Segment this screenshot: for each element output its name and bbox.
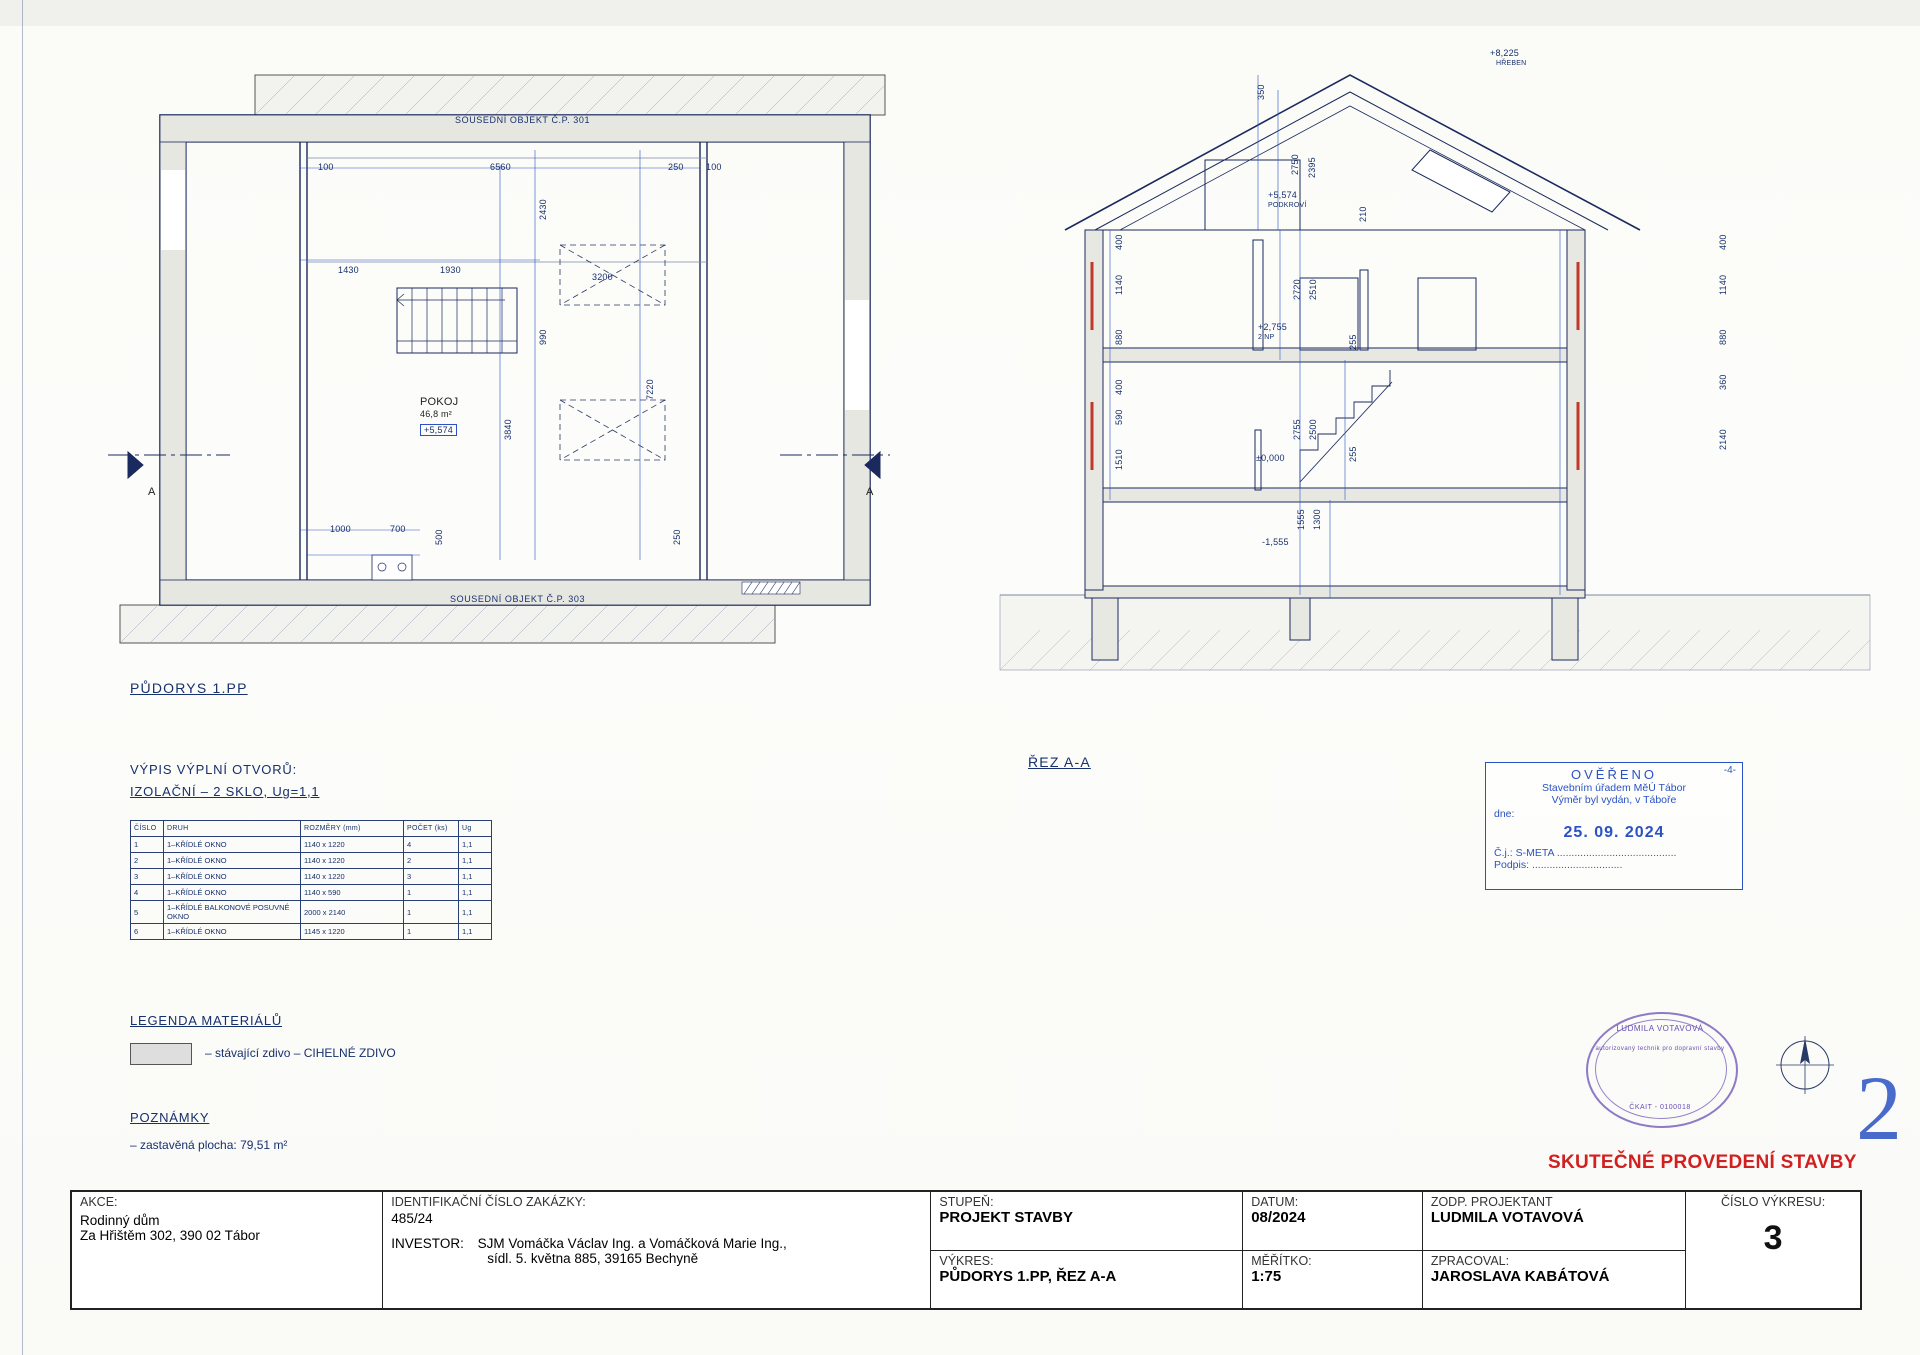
tb-meritko-label: MĚŘÍTKO:: [1251, 1253, 1312, 1268]
cell: 1–KŘÍDLÉ BALKONOVÉ POSUVNÉ OKNO: [164, 901, 301, 924]
tb-vykres-label: VÝKRES:: [939, 1253, 994, 1268]
tb-ident-label: IDENTIFIKAČNÍ ČÍSLO ZAKÁZKY:: [391, 1195, 586, 1209]
cell: 1: [404, 924, 459, 940]
legend-item-label: – stávající zdivo – CIHELNÉ ZDIVO: [205, 1046, 396, 1060]
seal-name: LUDMILA VOTAVOVÁ: [1616, 1024, 1704, 1033]
plan-dim: 250: [672, 529, 682, 545]
notes-line: – zastavěná plocha: 79,51 m²: [130, 1138, 288, 1152]
neighbour-bottom-label: SOUSEDNÍ OBJEKT Č.P. 303: [450, 594, 586, 604]
tb-meritko-value: 1:75: [1251, 1267, 1282, 1285]
table-row: [131, 837, 492, 853]
plan-dim: 700: [390, 524, 406, 534]
notes-title: POZNÁMKY: [130, 1110, 210, 1125]
stamp-ref: Č.j.: S-META .........................................: [1494, 847, 1677, 859]
tb-stupen-cell: [931, 1191, 1243, 1250]
tb-cislo-value: 3: [1763, 1219, 1783, 1257]
tb-investor-l2: sídl. 5. května 885, 39165 Bechyně: [487, 1251, 699, 1266]
section-dim: 350: [1256, 84, 1266, 100]
section-dim: 2140: [1718, 429, 1728, 450]
cell: 1,1: [459, 901, 492, 924]
col-header: POČET (ks): [404, 821, 459, 837]
stamp-date-label: dne:: [1494, 808, 1515, 820]
section-dim: 2750: [1290, 154, 1300, 175]
north-compass-icon: [1770, 1030, 1840, 1100]
section-dim: 1300: [1312, 509, 1322, 530]
cell: 1,1: [459, 869, 492, 885]
tb-akce-line2: Za Hřištěm 302, 390 02 Tábor: [80, 1228, 260, 1243]
table-row: [131, 869, 492, 885]
tb-akce-line1: Rodinný dům: [80, 1213, 160, 1228]
tb-investor-l1: SJM Vomáčka Václav Ing. a Vomáčková Marie Ing.,: [477, 1236, 787, 1251]
level-value: +5,574: [1268, 190, 1297, 200]
table-row: [131, 853, 492, 869]
room-name: POKOJ: [420, 396, 459, 408]
section-dim: 255: [1348, 334, 1358, 350]
tb-datum-label: DATUM:: [1251, 1195, 1299, 1209]
stamp-ref-label: Č.j.:: [1494, 847, 1513, 859]
tb-zodp-label: ZODP. PROJEKTANT: [1430, 1195, 1553, 1209]
table-row: [131, 924, 492, 940]
seal-line2: ČKAIT - 0100018: [1629, 1104, 1691, 1111]
tb-zodp-cell: [1422, 1191, 1685, 1250]
tb-zprac-cell: [1422, 1250, 1685, 1309]
seal-line1: autorizovaný technik pro dopravní stavby: [1595, 1046, 1725, 1052]
col-header: DRUH: [164, 821, 301, 837]
tb-akce-cell: [71, 1191, 383, 1309]
cell: 1140 x 1220: [301, 853, 404, 869]
cell: 1–KŘÍDLÉ OKNO: [164, 837, 301, 853]
section-dim: 2720: [1292, 279, 1302, 300]
section-dim: 880: [1114, 329, 1124, 345]
cell: 1–KŘÍDLÉ OKNO: [164, 853, 301, 869]
cell: 4: [131, 885, 164, 901]
cell: 1,1: [459, 853, 492, 869]
tb-ident-value: 485/24: [391, 1211, 433, 1226]
plan-dim: 1430: [338, 265, 359, 275]
level-label: PODKROVÍ: [1268, 202, 1307, 209]
cell: 3: [404, 869, 459, 885]
legend-title: LEGENDA MATERIÁLŮ: [130, 1013, 283, 1028]
table-row: [131, 901, 492, 924]
cell: 1140 x 1220: [301, 837, 404, 853]
section-dim: 400: [1114, 379, 1124, 395]
tb-vykres-cell: [931, 1250, 1243, 1309]
section-dim: 2510: [1308, 279, 1318, 300]
level-value: ±0,000: [1256, 453, 1285, 463]
tb-datum-cell: [1243, 1191, 1423, 1250]
cell: 2: [131, 853, 164, 869]
cell: 1–KŘÍDLÉ OKNO: [164, 869, 301, 885]
stamp-ref-value: S-META: [1515, 847, 1554, 859]
tb-vykres-value: PŮDORYS 1.PP, ŘEZ A-A: [939, 1267, 1117, 1285]
level-value: -1,555: [1262, 537, 1289, 547]
cell: 1: [131, 837, 164, 853]
title-block: [70, 1190, 1862, 1310]
section-dim: 360: [1718, 374, 1728, 390]
section-dim: 1140: [1114, 274, 1124, 295]
tb-zprac-value: JAROSLAVA KABÁTOVÁ: [1430, 1267, 1610, 1285]
section-dim: 1140: [1718, 274, 1728, 295]
stamp-sign-label: Podpis:: [1494, 859, 1530, 871]
stamp-line2: Výměr byl vydán, v Táboře: [1551, 794, 1677, 806]
neighbour-top-label: SOUSEDNÍ OBJEKT Č.P. 301: [455, 115, 591, 125]
cell: 1,1: [459, 885, 492, 901]
table-header-row: [131, 821, 492, 837]
col-header: ROZMĚRY (mm): [301, 821, 404, 837]
cell: 1,1: [459, 837, 492, 853]
room-level: +5,574: [420, 424, 457, 436]
table-row: [131, 885, 492, 901]
cell: 6: [131, 924, 164, 940]
col-header: ČÍSLO: [131, 821, 164, 837]
cell: 1140 x 1220: [301, 869, 404, 885]
col-header: Ug: [459, 821, 492, 837]
plan-dim: 3200: [592, 272, 613, 282]
legend-swatch: [130, 1043, 192, 1065]
tb-zprac-label: ZPRACOVAL:: [1430, 1253, 1510, 1268]
stamp-line1: Stavebním úřadem MěÚ Tábor: [1542, 782, 1686, 794]
authorization-seal: [1586, 1012, 1736, 1127]
tb-datum-value: 08/2024: [1251, 1209, 1306, 1226]
level-label: 2.NP: [1258, 334, 1275, 341]
plan-dim: 1000: [330, 524, 351, 534]
page-number-mark: 2: [1856, 1057, 1902, 1159]
stamp-corner: -4-: [1723, 765, 1736, 776]
cell: 4: [404, 837, 459, 853]
cell: 1,1: [459, 924, 492, 940]
plan-dim: 100: [706, 162, 722, 172]
tb-cislo-cell: [1686, 1191, 1861, 1309]
cell: 1145 x 1220: [301, 924, 404, 940]
section-mark-left: A: [148, 486, 156, 498]
cell: 5: [131, 901, 164, 924]
plan-dim: 250: [668, 162, 684, 172]
openings-subtitle: IZOLAČNÍ – 2 SKLO, Ug=1,1: [130, 784, 320, 799]
tb-stupen-value: PROJEKT STAVBY: [939, 1209, 1074, 1226]
plan-dim: 990: [538, 329, 548, 345]
stamp-sign: Podpis: ...............................: [1494, 859, 1623, 871]
tb-ident-cell: [383, 1191, 931, 1309]
section-dim: 1510: [1114, 449, 1124, 470]
plan-caption: PŮDORYS 1.PP: [130, 680, 248, 696]
tb-akce-label: AKCE:: [80, 1195, 118, 1209]
tb-meritko-cell: [1243, 1250, 1423, 1309]
stamp-title: OVĚŘENO: [1570, 767, 1657, 782]
section-dim: 2755: [1292, 419, 1302, 440]
cell: 2000 x 2140: [301, 901, 404, 924]
openings-table: [130, 820, 492, 940]
cell: 1140 x 590: [301, 885, 404, 901]
level-label: HŘEBEN: [1496, 60, 1527, 67]
section-dim: 400: [1718, 234, 1728, 250]
section-caption: ŘEZ A-A: [1028, 754, 1091, 770]
plan-dim: 100: [318, 162, 334, 172]
plan-dim: 1930: [440, 265, 461, 275]
section-drawing: [1000, 30, 1920, 750]
plan-dim: 500: [434, 529, 444, 545]
room-area: 46,8 m²: [420, 409, 452, 419]
section-dim: 2500: [1308, 419, 1318, 440]
plan-dim: 2430: [538, 199, 548, 220]
section-dim: 590: [1114, 409, 1124, 425]
tb-cislo-label: ČÍSLO VÝKRESU:: [1720, 1195, 1826, 1209]
cell: 1: [404, 901, 459, 924]
plan-dim: 3840: [503, 419, 513, 440]
tb-investor-label: INVESTOR:: [391, 1236, 464, 1251]
cell: 2: [404, 853, 459, 869]
tb-zodp-value: LUDMILA VOTAVOVÁ: [1430, 1209, 1584, 1226]
section-dim: 2395: [1307, 157, 1317, 178]
tb-investor-line: [391, 1236, 922, 1251]
cell: 1–KŘÍDLÉ OKNO: [164, 885, 301, 901]
tb-stupen-label: STUPEŇ:: [939, 1195, 994, 1209]
level-value: +2,755: [1258, 322, 1287, 332]
approval-stamp: [1485, 762, 1743, 890]
openings-title: VÝPIS VÝPLNÍ OTVORŮ:: [130, 762, 297, 777]
plan-dim: 7220: [645, 379, 655, 400]
cell: 1–KŘÍDLÉ OKNO: [164, 924, 301, 940]
plan-dim: 6560: [490, 162, 511, 172]
cell: 3: [131, 869, 164, 885]
level-value: +8,225: [1490, 48, 1519, 58]
floor-plan-drawing: [0, 0, 900, 720]
section-dim: 400: [1114, 234, 1124, 250]
section-dim: 1555: [1296, 509, 1306, 530]
red-note: SKUTEČNÉ PROVEDENÍ STAVBY: [1548, 1152, 1857, 1173]
stamp-date: 25. 09. 2024: [1563, 824, 1665, 841]
cell: 1: [404, 885, 459, 901]
section-mark-right: A: [866, 486, 874, 498]
section-dim: 255: [1348, 446, 1358, 462]
section-dim: 880: [1718, 329, 1728, 345]
section-dim: 210: [1358, 206, 1368, 222]
